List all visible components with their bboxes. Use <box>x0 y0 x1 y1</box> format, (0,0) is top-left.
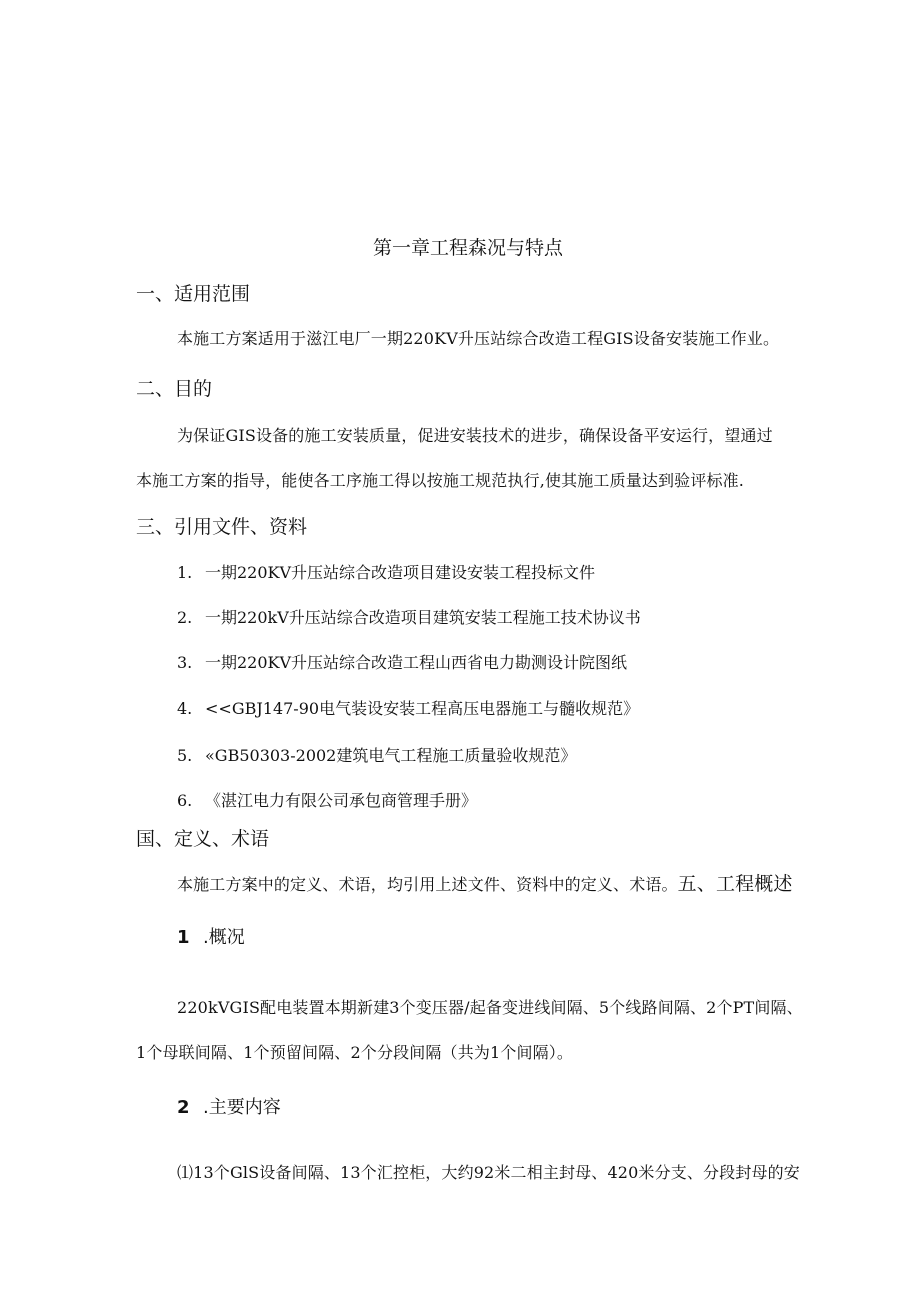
reference-item <box>177 701 639 717</box>
reference-text: 一期220kV升压站综合改造项目建筑安装工程施工技术协议书 <box>205 608 641 627</box>
reference-item <box>177 655 627 671</box>
reference-number: 5. <box>177 746 193 765</box>
reference-number: 4. <box>177 699 193 718</box>
section-heading-references: 三、引用文件、资料 <box>136 516 308 538</box>
overview-text-line2: 1个母联间隔、1个预留间隔、2个分段间隔（共为1个间隔）。 <box>136 1043 574 1062</box>
reference-item <box>177 748 576 764</box>
subsection-number: 1 <box>177 927 190 948</box>
reference-item <box>177 610 641 626</box>
reference-text: <<GBJ147-90电气装设安装工程高压电器施工与髓收规范》 <box>205 699 640 718</box>
reference-item <box>177 565 595 581</box>
subsection-title: .概况 <box>203 927 245 948</box>
section-text-scope: 本施工方案适用于滋江电厂一期220KV升压站综合改造工程GIS设备安装施工作业。 <box>177 329 780 348</box>
subsection-title: .主要内容 <box>203 1097 281 1118</box>
section-heading-overview: 五、工程概述 <box>677 873 793 895</box>
reference-text: 一期220KV升压站综合改造项目建设安装工程投标文件 <box>205 563 596 582</box>
subsection-heading-overview <box>177 929 245 947</box>
overview-text-line1: 220kVGIS配电装置本期新建3个变压器/起备变进线间隔、5个线路间隔、2个PT间隔、 <box>177 998 803 1017</box>
page-title: 第一章工程森况与特点 <box>373 237 564 259</box>
main-content-text-line1: ⑴13个GlS设备间隔、13个汇控柜，大约92米二相主封母、420米分支、分段封母的安 <box>177 1163 800 1182</box>
section-text-purpose-line2: 本施工方案的指导，能使各工序施工得以按施工规范执行,使其施工质量达到验评标准. <box>136 471 745 490</box>
reference-number: 6. <box>177 791 193 810</box>
section-heading-scope: 一、适用范围 <box>136 283 251 305</box>
reference-item <box>177 793 477 809</box>
reference-text: «GB50303-2002建筑电气工程施工质量验收规范》 <box>205 746 577 765</box>
section-text-definitions <box>177 875 793 894</box>
reference-number: 1. <box>177 563 193 582</box>
section-text-purpose-line1: 为保证GIS设备的施工安装质量，促进安装技术的进步，确保设备平安运行，望通过 <box>177 426 773 445</box>
section-heading-purpose: 二、目的 <box>136 378 213 400</box>
subsection-number: 2 <box>177 1097 190 1118</box>
section-heading-definitions: 国、定义、术语 <box>136 828 270 850</box>
reference-text: 一期220KV升压站综合改造工程山西省电力勘测设计院图纸 <box>205 653 628 672</box>
subsection-heading-main-content <box>177 1099 281 1117</box>
reference-number: 3. <box>177 653 193 672</box>
reference-text: 《湛江电力有限公司承包商管理手册》 <box>205 791 478 810</box>
reference-number: 2. <box>177 608 193 627</box>
definitions-text: 本施工方案中的定义、术语，均引用上述文件、资料中的定义、术语。 <box>177 875 678 894</box>
